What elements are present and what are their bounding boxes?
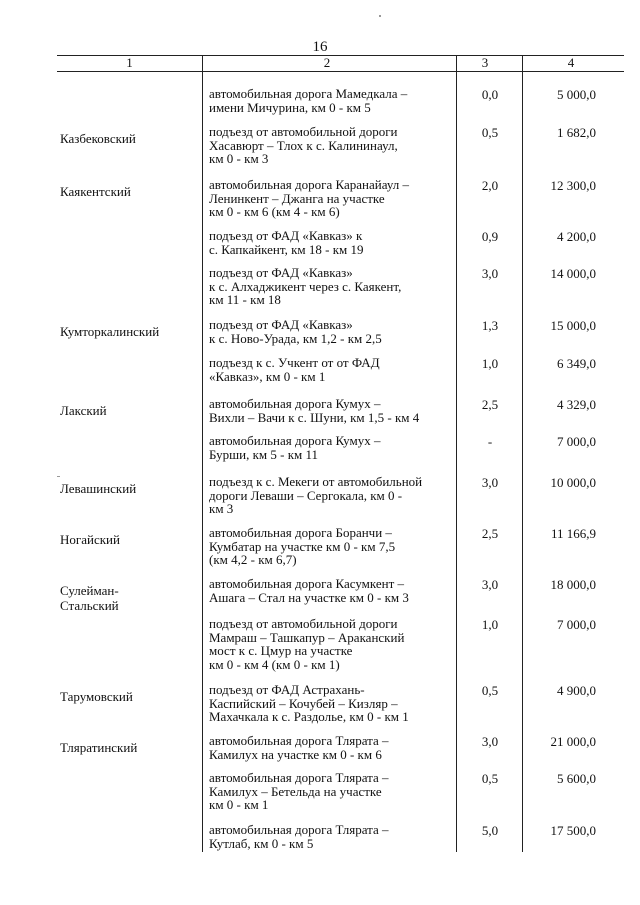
road-cell bbox=[209, 125, 459, 166]
road-line: Бурши, км 5 - км 11 bbox=[209, 446, 319, 462]
amount-cell: 6 349,0 bbox=[557, 356, 596, 371]
road-line: Кутлаб, км 0 - км 5 bbox=[209, 835, 314, 851]
amount-cell: 21 000,0 bbox=[550, 734, 596, 749]
length-cell: 1,0 bbox=[481, 356, 499, 371]
length-cell: 1,3 bbox=[481, 318, 499, 333]
road-line: км 3 bbox=[209, 501, 234, 516]
road-line: Махачкала к с. Раздолье, км 0 - км 1 bbox=[209, 709, 409, 724]
road-line: Каспийский – Кочубей – Кизляр – bbox=[209, 695, 398, 711]
road-line: Вихли – Вачи к с. Шуни, км 1,5 - км 4 bbox=[209, 409, 420, 425]
road-line: подъезд от ФАД «Кавказ» bbox=[209, 265, 353, 280]
road-cell bbox=[209, 87, 459, 114]
length-cell: 0,5 bbox=[481, 771, 499, 786]
length-cell: 0,5 bbox=[481, 125, 499, 140]
road-line: автомобильная дорога Боранчи – bbox=[209, 525, 392, 540]
road-line: Ленинкент – Джанга на участке bbox=[209, 190, 385, 206]
road-line: имени Мичурина, км 0 - км 5 bbox=[209, 99, 371, 115]
road-cell bbox=[209, 434, 459, 461]
road-line: км 11 - км 18 bbox=[209, 292, 281, 307]
amount-cell: 18 000,0 bbox=[550, 577, 596, 592]
district-cell: Тарумовский bbox=[60, 689, 133, 704]
road-line: км 0 - км 6 (км 4 - км 6) bbox=[209, 204, 340, 219]
road-line: Хасавюрт – Тлох к с. Калининаул, bbox=[209, 137, 398, 153]
road-line: Кумбатар на участке км 0 - км 7,5 bbox=[209, 538, 396, 554]
district-cell: Тляратинский bbox=[60, 740, 138, 755]
length-cell: 3,0 bbox=[481, 266, 499, 281]
road-line: км 0 - км 1 bbox=[209, 797, 269, 812]
road-line: автомобильная дорога Кумух – bbox=[209, 396, 381, 411]
road-cell bbox=[209, 397, 459, 424]
page-number: 16 bbox=[312, 39, 328, 55]
road-line: подъезд к с. Мекеги от автомобильной bbox=[209, 474, 423, 489]
road-line: подъезд от ФАД «Кавказ» к bbox=[209, 228, 363, 243]
road-cell bbox=[209, 356, 459, 383]
road-cell bbox=[209, 475, 459, 516]
amount-cell: 14 000,0 bbox=[550, 266, 596, 281]
road-line: автомобильная дорога Каранайаул – bbox=[209, 177, 409, 192]
road-line: автомобильная дорога Тлярата – bbox=[209, 770, 389, 785]
amount-cell: 4 200,0 bbox=[557, 229, 596, 244]
length-cell: 3,0 bbox=[481, 734, 499, 749]
road-line: Камилух на участке км 0 - км 6 bbox=[209, 746, 382, 762]
amount-cell: 7 000,0 bbox=[557, 617, 596, 632]
road-cell bbox=[209, 229, 459, 256]
road-cell bbox=[209, 683, 459, 724]
column-header-4: 4 bbox=[567, 55, 575, 70]
road-line: автомобильная дорога Кумух – bbox=[209, 433, 381, 448]
amount-cell: 5 000,0 bbox=[557, 87, 596, 102]
road-line: к с. Ново-Урада, км 1,2 - км 2,5 bbox=[209, 330, 382, 346]
amount-cell: 7 000,0 bbox=[557, 434, 596, 449]
district-cell: Левашинский bbox=[60, 481, 137, 496]
road-cell bbox=[209, 178, 459, 219]
road-cell bbox=[209, 318, 459, 345]
road-cell bbox=[209, 617, 459, 671]
amount-cell: 15 000,0 bbox=[550, 318, 596, 333]
district-cell: Ногайский bbox=[60, 532, 120, 547]
road-line: «Кавказ», км 0 - км 1 bbox=[209, 368, 326, 384]
amount-cell: 4 329,0 bbox=[557, 397, 596, 412]
length-cell: 5,0 bbox=[481, 823, 499, 838]
amount-cell: 1 682,0 bbox=[557, 125, 596, 140]
district-cell: Сулейман- Стальский bbox=[60, 583, 119, 613]
length-cell: 0,0 bbox=[481, 87, 499, 102]
length-cell: 2,5 bbox=[481, 397, 499, 412]
length-cell: 2,0 bbox=[481, 178, 499, 193]
road-line: (км 4,2 - км 6,7) bbox=[209, 552, 297, 567]
road-cell bbox=[209, 771, 459, 812]
road-line: км 0 - км 4 (км 0 - км 1) bbox=[209, 656, 340, 672]
road-line: автомобильная дорога Мамедкала – bbox=[209, 86, 408, 101]
length-cell: 0,5 bbox=[481, 683, 499, 698]
road-line: км 0 - км 3 bbox=[209, 151, 269, 166]
column-header-1: 1 bbox=[126, 55, 133, 70]
road-line: с. Капкайкент, км 18 - км 19 bbox=[209, 241, 364, 257]
road-line: мост к с. Цмур на участке bbox=[209, 643, 353, 658]
amount-cell: 10 000,0 bbox=[550, 475, 596, 490]
length-cell: 1,0 bbox=[481, 617, 499, 632]
road-line: автомобильная дорога Тлярата – bbox=[209, 822, 389, 837]
length-cell: 0,9 bbox=[481, 229, 499, 244]
road-cell bbox=[209, 266, 459, 307]
length-cell: 2,5 bbox=[481, 526, 499, 541]
district-cell: Казбековский bbox=[60, 131, 136, 146]
road-line: подъезд от ФАД Астрахань- bbox=[209, 682, 365, 697]
road-cell bbox=[209, 526, 459, 567]
amount-cell: 4 900,0 bbox=[557, 683, 596, 698]
road-line: подъезд от автомобильной дороги bbox=[209, 616, 398, 631]
district-cell: Лакский bbox=[60, 403, 107, 418]
road-line: автомобильная дорога Тлярата – bbox=[209, 733, 389, 748]
amount-cell: 11 166,9 bbox=[550, 526, 596, 541]
road-line: дороги Леваши – Сергокала, км 0 - bbox=[209, 487, 403, 503]
road-line: Мамраш – Ташкапур – Араканский bbox=[209, 629, 405, 645]
amount-cell: 5 600,0 bbox=[557, 771, 596, 786]
length-cell: - bbox=[487, 434, 493, 449]
road-line: к с. Алхаджикент через с. Каякент, bbox=[209, 278, 402, 294]
road-line: автомобильная дорога Касумкент – bbox=[209, 576, 405, 591]
road-line: Камилух – Бетельда на участке bbox=[209, 783, 382, 799]
district-cell: Кумторкалинский bbox=[60, 324, 160, 339]
length-cell: 3,0 bbox=[481, 475, 499, 490]
length-cell: 3,0 bbox=[481, 577, 499, 592]
road-line: подъезд от ФАД «Кавказ» bbox=[209, 317, 353, 332]
road-line: подъезд к с. Учкент от от ФАД bbox=[209, 355, 380, 370]
amount-cell: 17 500,0 bbox=[550, 823, 596, 838]
road-cell bbox=[209, 577, 459, 604]
road-line: Ашага – Стал на участке км 0 - км 3 bbox=[209, 589, 409, 605]
road-line: подъезд от автомобильной дороги bbox=[209, 124, 398, 139]
column-header-3: 3 bbox=[481, 55, 489, 70]
road-cell bbox=[209, 734, 459, 761]
column-header-2: 2 bbox=[323, 55, 331, 70]
amount-cell: 12 300,0 bbox=[550, 178, 596, 193]
district-cell: Каякентский bbox=[60, 184, 131, 199]
road-cell bbox=[209, 823, 459, 850]
